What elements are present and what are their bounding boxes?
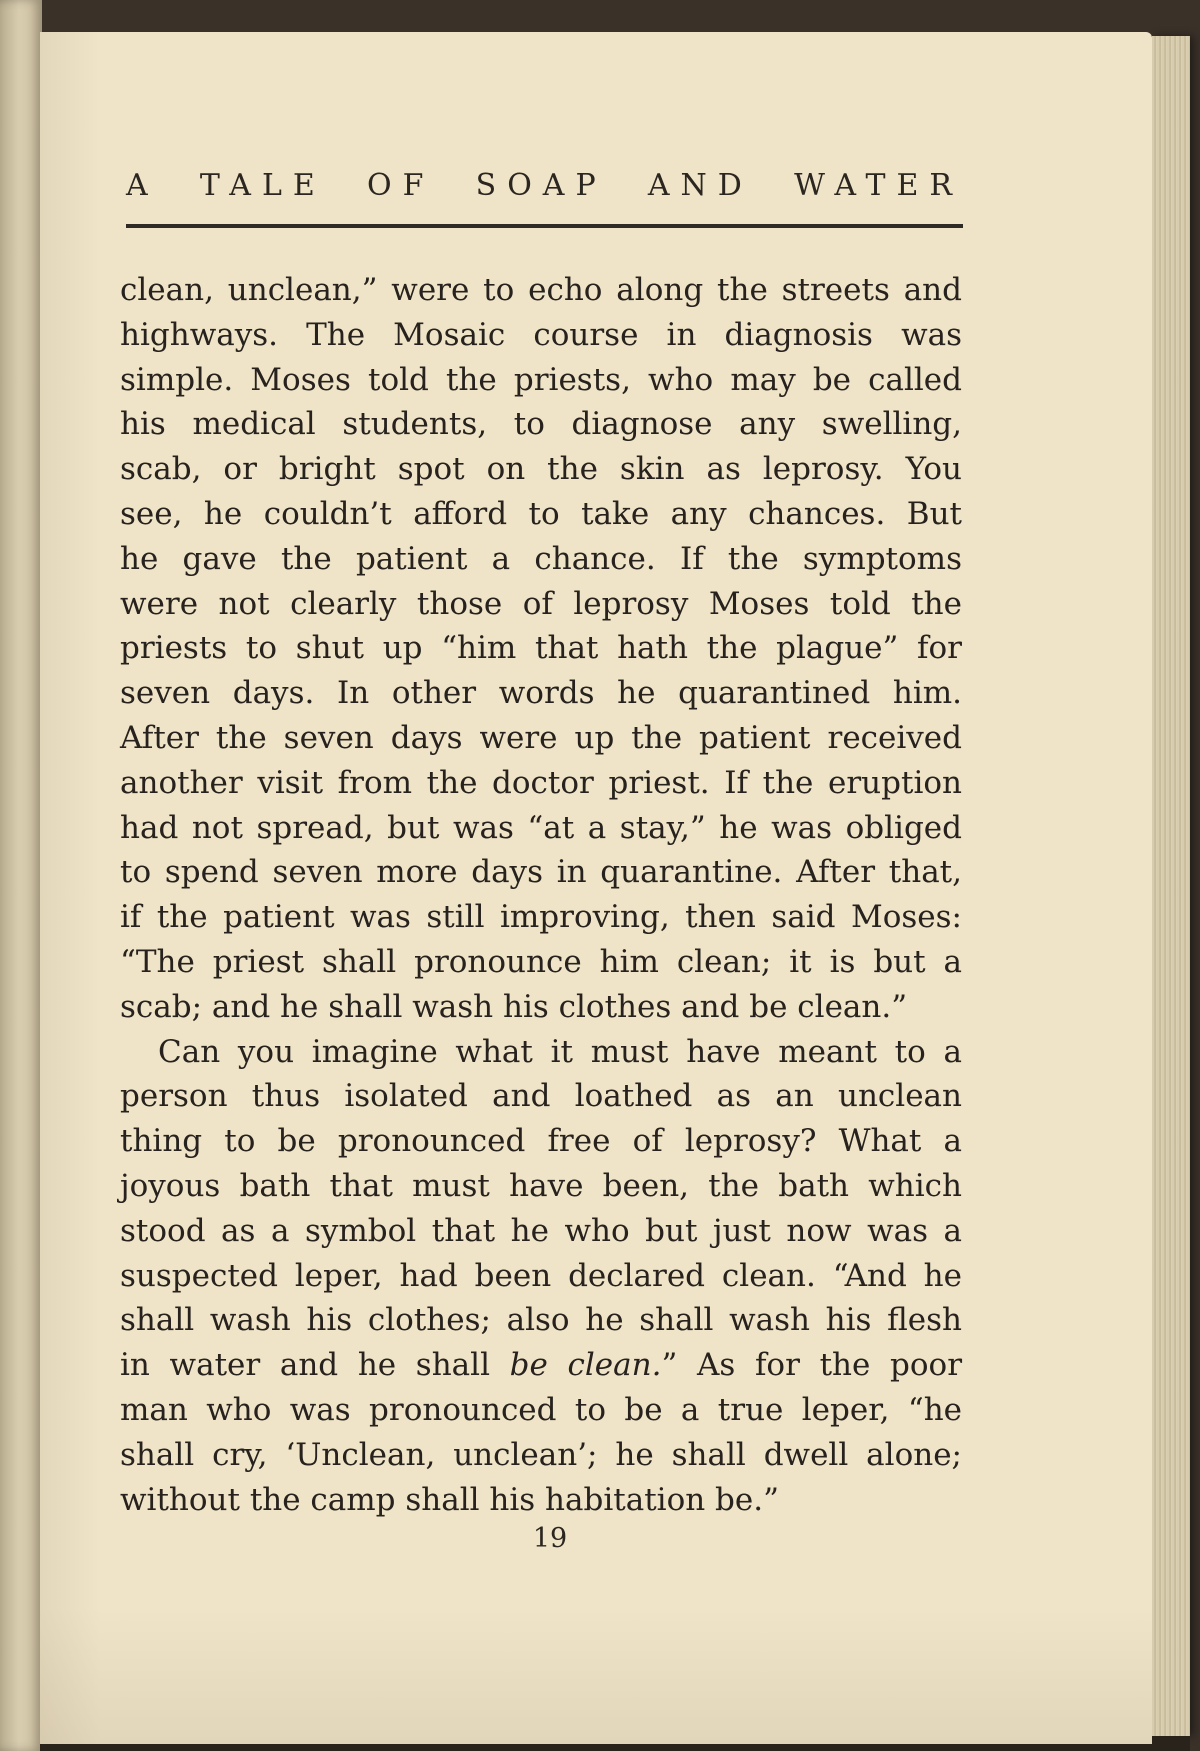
text-line: simple. Moses told the priests, who may be called	[120, 361, 962, 398]
text-line: clean, unclean,” were to echo along the streets and	[120, 272, 962, 308]
text-line: another visit from the doctor priest. If the eruption	[120, 764, 962, 801]
text-line: stood as a symbol that he who but just now was a	[120, 1212, 962, 1249]
text-line: if the patient was still improving, then said Moses:	[120, 899, 962, 936]
text-line: his medical students, to diagnose any swelling,	[120, 406, 962, 443]
text-line: person thus isolated and loathed as an unclean	[120, 1078, 962, 1115]
text-line: joyous bath that must have been, the bath which	[120, 1167, 962, 1204]
text-line: shall wash his clothes; also he shall wash his flesh	[120, 1302, 962, 1339]
page-edges	[1152, 36, 1190, 1736]
running-head-word: A	[126, 168, 159, 203]
running-head-word: SOAP	[475, 168, 607, 203]
text-line: priests to shut up “him that hath the plague” for	[120, 630, 962, 667]
text-line: see, he couldn’t afford to take any chances. But	[120, 495, 962, 532]
running-head-word: WATER	[794, 168, 963, 203]
body-text	[120, 268, 962, 1522]
header-rule	[126, 224, 963, 228]
text-line: in water and he shall be clean.” As for the poor	[120, 1347, 963, 1384]
running-head-word: TALE	[199, 168, 326, 203]
text-line: scab, or bright spot on the skin as leprosy. You	[120, 451, 962, 488]
text-line: thing to be pronounced free of leprosy? What a	[120, 1123, 962, 1160]
text-line: shall cry, ‘Unclean, unclean’; he shall dwell alone;	[120, 1436, 962, 1473]
text-line: scab; and he shall wash his clothes and be clean.”	[120, 988, 908, 1025]
text-line: seven days. In other words he quarantined him.	[120, 675, 962, 712]
text-line: without the camp shall his habitation be.”	[120, 1481, 779, 1518]
text-line: he gave the patient a chance. If the symptoms	[120, 540, 962, 577]
text-line: to spend seven more days in quarantine. After that,	[120, 854, 962, 891]
italic-text: be clean.	[509, 1347, 662, 1384]
running-head	[126, 166, 963, 206]
text-line: Can you imagine what it must have meant to a	[158, 1033, 962, 1070]
text-line: man who was pronounced to be a true leper, “he	[120, 1391, 962, 1428]
text-line: highways. The Mosaic course in diagnosis was	[120, 316, 962, 353]
text-line: were not clearly those of leprosy Moses told the	[120, 585, 962, 622]
text-line: “The priest shall pronounce him clean; it is but a	[120, 943, 962, 980]
left-page-edge	[0, 0, 42, 1751]
text-line: After the seven days were up the patient received	[120, 719, 962, 756]
running-head-word: OF	[367, 168, 435, 203]
text-line: had not spread, but was “at a stay,” he was obliged	[120, 809, 962, 846]
page-number: 19	[532, 1523, 568, 1554]
text-line: suspected leper, had been declared clean. “And he	[120, 1257, 962, 1294]
running-head-word: AND	[647, 168, 753, 203]
